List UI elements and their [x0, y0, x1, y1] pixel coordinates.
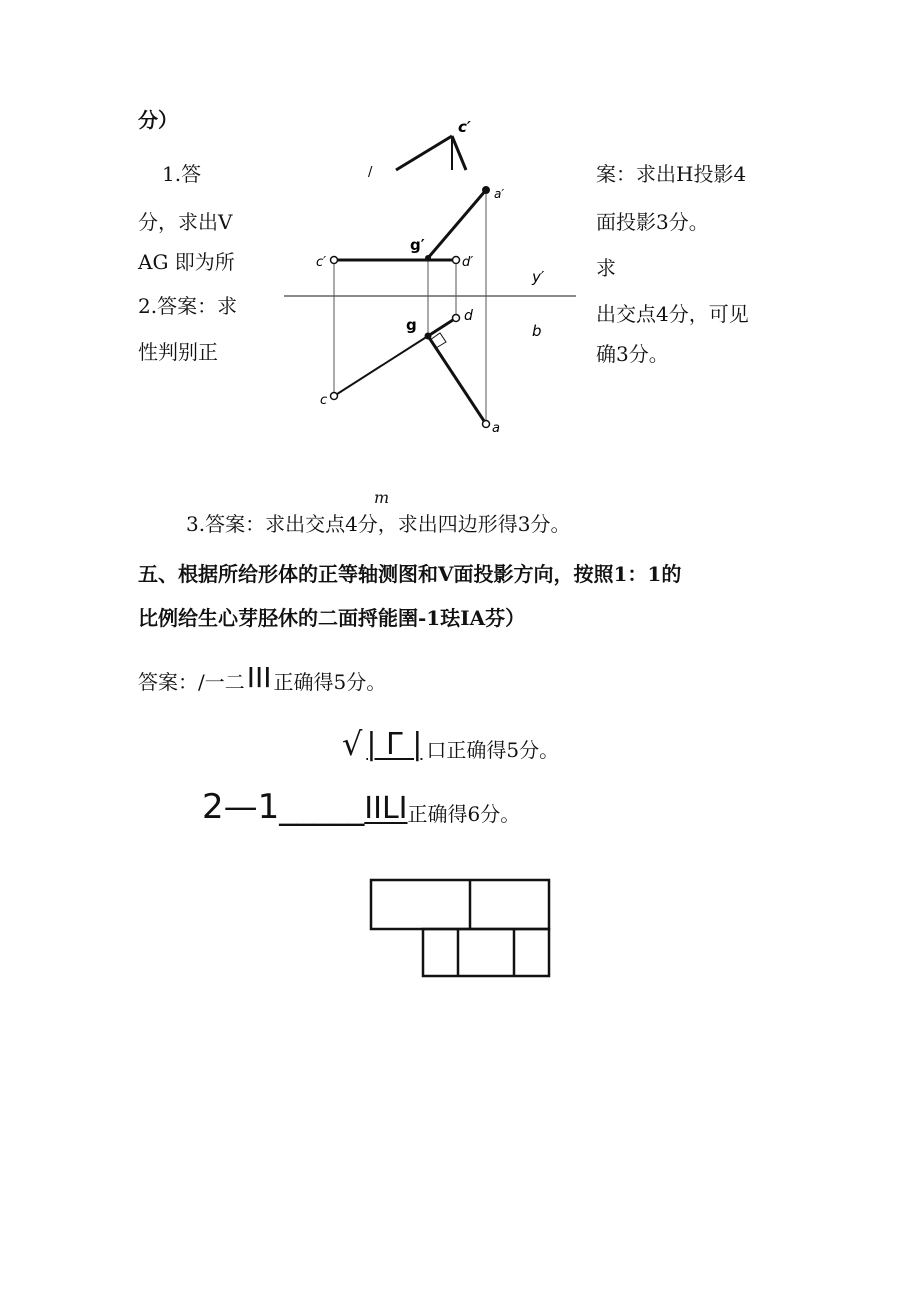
label-a-prime: a′	[494, 187, 505, 201]
answer-line-3-num: 2—1	[202, 787, 280, 827]
answer-line-1-prefix: 答案：/一二	[138, 670, 245, 694]
right-line-1: 案：求出H投影4	[596, 162, 747, 186]
label-y-prime: y′	[532, 268, 545, 286]
label-c: c	[320, 393, 328, 408]
left-line-4: 2.答案：求	[138, 294, 238, 318]
label-g-prime: g′	[410, 236, 425, 254]
right-line-4: 出交点4分，可见	[596, 302, 749, 326]
label-c-prime: c′	[458, 118, 471, 136]
label-d-prime: d′	[462, 255, 474, 270]
right-line-3: 求	[596, 256, 616, 280]
label-d: d	[464, 308, 473, 324]
answer-line-3-suffix: 正确得6分。	[407, 802, 521, 826]
left-line-3: AG 即为所	[138, 250, 235, 274]
answer-line-2-suffix: 口正确得5分。	[426, 738, 560, 762]
label-b: b	[532, 322, 542, 340]
answer-line-1-suffix: 正确得5分。	[273, 670, 387, 694]
label-g: g	[406, 316, 417, 334]
answer-line-3-blank: _____	[279, 787, 365, 827]
label-a: a	[492, 421, 500, 436]
right-line-2: 面投影3分。	[596, 210, 709, 234]
answer-3: 3.答案：求出交点4分，求出四边形得3分。	[186, 512, 571, 536]
left-line-2: 分，求出V	[138, 210, 233, 234]
label-mark: /	[368, 165, 373, 180]
section-5-line-1: 五、根据所给形体的正等轴测图和V面投影方向，按照1：1的	[138, 562, 682, 586]
label-c-prime-2: c′	[316, 255, 327, 270]
section-fragment: 分）	[138, 108, 178, 132]
block-bottom-row	[423, 929, 549, 976]
answer-line-2-check: √	[342, 725, 363, 763]
section-5-line-2: 比例给生心芽胫休的二面捋能圉-1珐IA芬）	[138, 606, 526, 630]
right-line-5: 确3分。	[596, 344, 669, 364]
answer-line-3-big: IILI	[364, 791, 408, 826]
block-top-row	[371, 880, 549, 929]
answer-line-2-box: | Γ |	[366, 727, 423, 762]
answer-line-1-big: III	[246, 661, 272, 694]
m-label: m	[374, 488, 390, 507]
left-line-1: 1.答	[162, 162, 202, 186]
left-line-5: 性判别正	[138, 340, 218, 364]
